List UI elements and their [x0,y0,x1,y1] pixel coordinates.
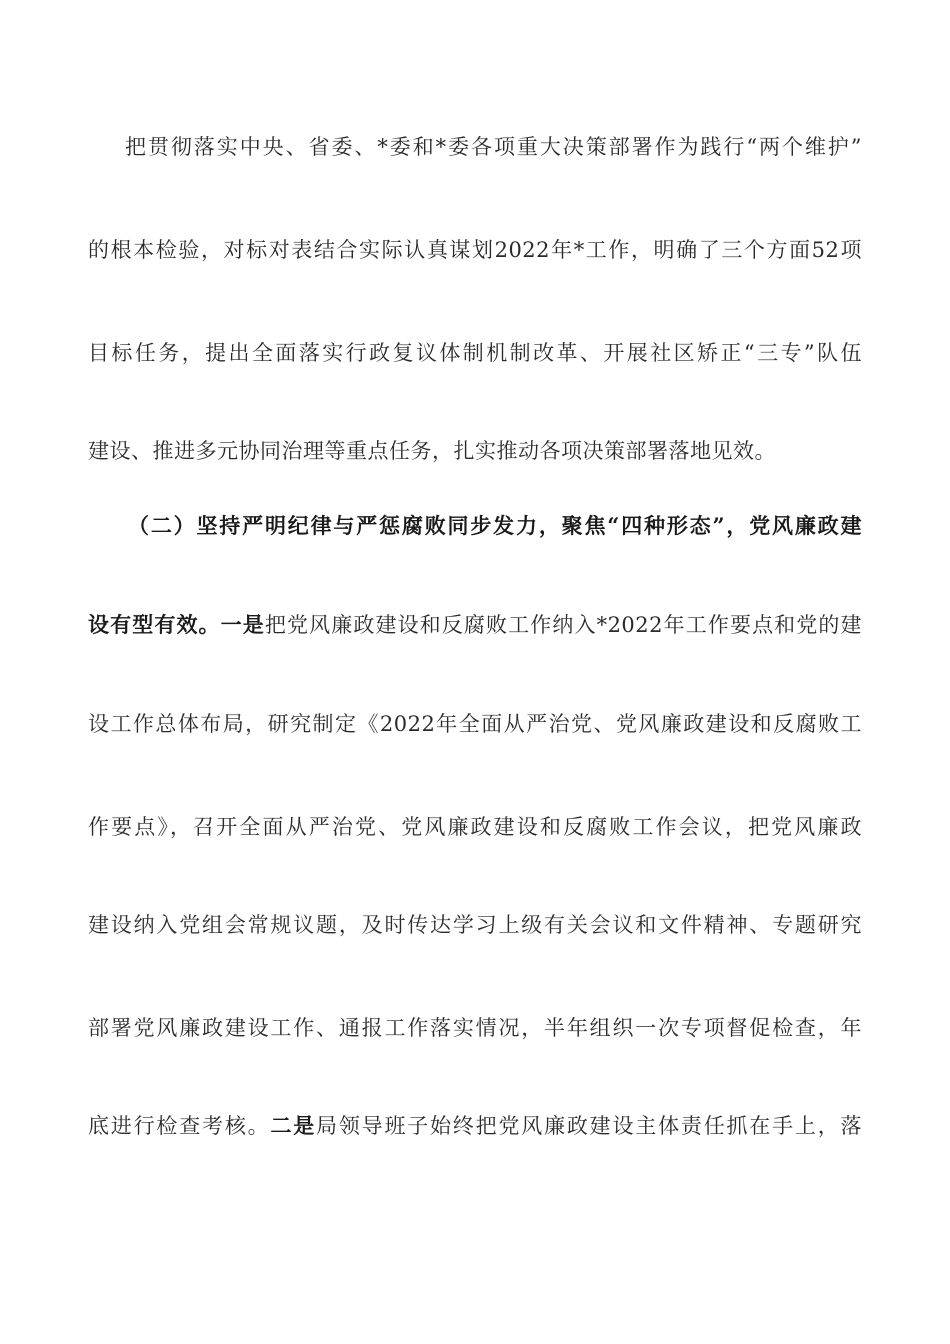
paragraph-2-line-4: 建设纳入党组会常规议题，及时传达学习上级有关会议和文件精神、专题研究 [88,913,862,937]
paragraph-2-line-2: 设工作总体布局，研究制定《2022年全面从严治党、党风廉政建设和反腐败工 [88,712,862,736]
paragraph-1-line-4: 建设、推进多元协同治理等重点任务，扎实推动各项决策部署落地见效。 [88,439,776,463]
marker-two: 二是 [270,1113,317,1138]
paragraph-2-line-6-start: 底进行检查考核。 [88,1114,271,1138]
paragraph-2-line-5: 部署党风廉政建设工作、通报工作落实情况，半年组织一次专项督促检查，年 [88,1016,862,1040]
section-heading-line-2: 设有型有效。 [88,612,221,637]
paragraph-2-line-1 [88,608,862,642]
paragraph-1-line-2: 的根本检验，对标对表结合实际认真谋划2022年*工作，明确了三个方面52项 [88,238,862,262]
paragraph-2-line-6 [88,1109,862,1143]
paragraph-2-line-3: 作要点》，召开全面从严治党、党风廉政建设和反腐败工作会议，把党风廉政 [88,815,862,839]
paragraph-1-line-1: 把贯彻落实中央、省委、*委和*委各项重大决策部署作为践行“两个维护” [125,135,862,159]
section-heading-line-1: （二）坚持严明纪律与严惩腐败同步发力，聚焦“四种形态”，党风廉政建 [128,513,862,538]
paragraph-1-line-3: 目标任务，提出全面落实行政复议体制机制改革、开展社区矫正“三专”队伍 [88,341,862,365]
paragraph-2-line-1-text: 把党风廉政建设和反腐败工作纳入*2022年工作要点和党的建 [264,613,863,637]
paragraph-2-line-6-rest: 局领导班子始终把党风廉政建设主体责任抓在手上，落 [316,1114,863,1138]
marker-one: 一是 [220,612,265,637]
